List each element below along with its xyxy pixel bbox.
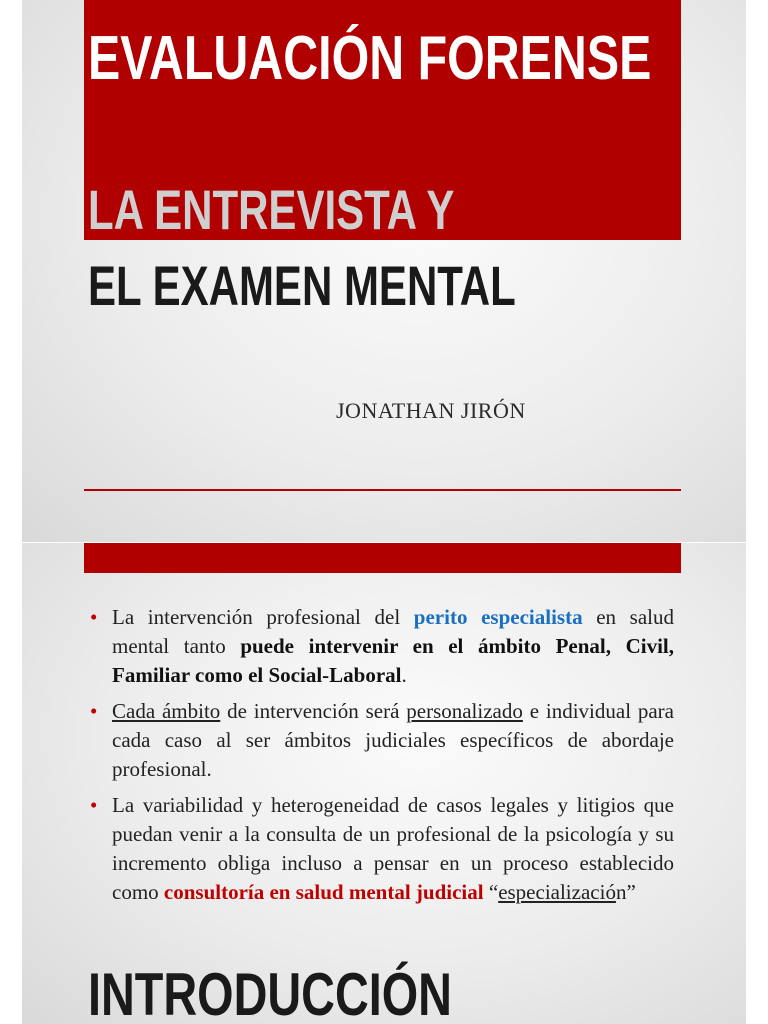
highlight-consultoria: consultoría en salud mental judicial xyxy=(163,880,484,904)
highlight-perito: perito especialista xyxy=(413,605,583,629)
main-title: EVALUACIÓN FORENSE xyxy=(88,24,652,93)
top-red-band xyxy=(84,543,681,573)
introduction-slide xyxy=(22,543,746,1024)
bullet-item-1: • La intervención profesional del perito especialista en salud mental tanto puede intervenir en el ámbito Penal, Civil, Familiar como el Social-Laboral. xyxy=(90,605,675,687)
section-heading: INTRODUCCIÓN xyxy=(88,961,452,1024)
underline-personalizado: personalizado xyxy=(406,699,523,723)
red-divider xyxy=(84,489,681,491)
subtitle-line1: LA ENTREVISTA Y xyxy=(88,178,455,241)
bullet-dot: • xyxy=(90,605,98,629)
bullet-dot: • xyxy=(90,699,98,723)
bullet-item-3: • La variabilidad y heterogeneidad de casos legales y litigios que puedan venir a la consulta de un profesional de la psicología y su incremento obliga incluso a pensar en un proceso establecido como consultoría en salud mental judicial “especialización” xyxy=(90,793,674,904)
title-slide xyxy=(22,0,746,542)
bullet-list xyxy=(88,603,674,914)
subtitle-line2: EL EXAMEN MENTAL xyxy=(88,254,516,317)
bold-ambito: puede intervenir en el ámbito Penal, Civil, Familiar como el Social-Laboral xyxy=(112,634,674,687)
underline-cada-ambito: Cada ámbito xyxy=(112,699,221,723)
bullet-dot: • xyxy=(90,793,98,817)
author-name: JONATHAN JIRÓN xyxy=(336,398,526,423)
bullet-item-2: • Cada ámbito de intervención será personalizado e individual para cada caso al ser ámbitos judiciales específicos de abordaje profesional. xyxy=(90,699,674,781)
underline-especializacion: especializació xyxy=(498,880,616,904)
